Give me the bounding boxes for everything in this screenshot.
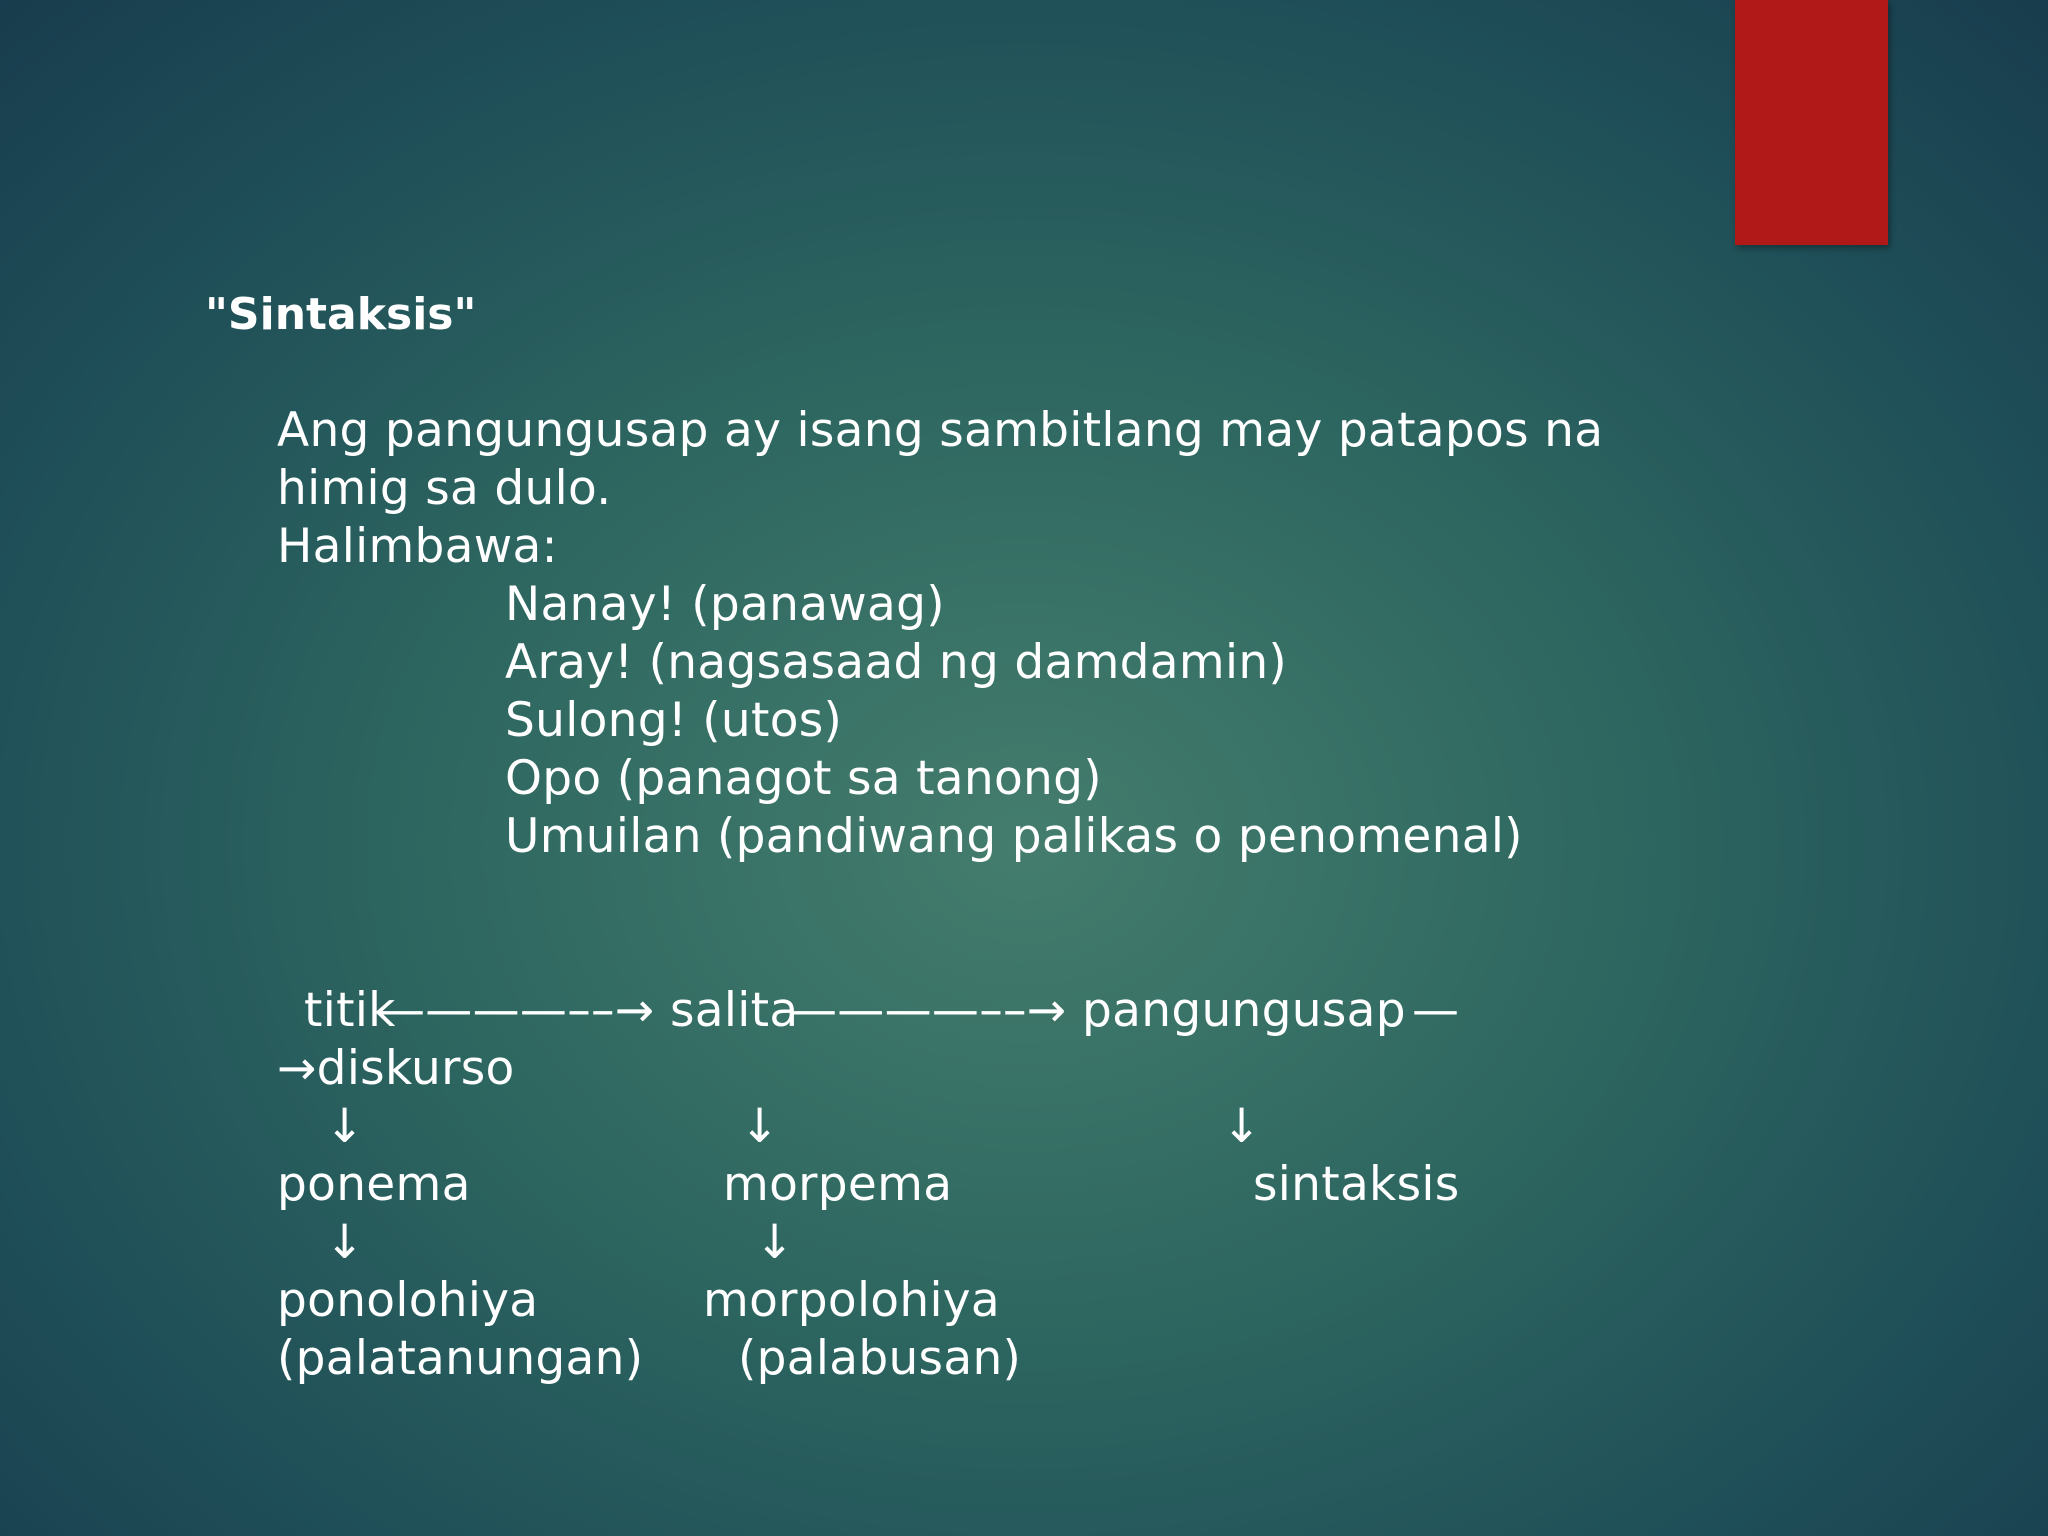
flow-pangungusap: pangungusap (1082, 983, 1406, 1038)
flow-dash: — (1412, 983, 1460, 1038)
flow-ponolohiya: ponolohiya (277, 1273, 539, 1328)
flow-ponema: ponema (277, 1157, 471, 1212)
flow-arrow-1: ————––→ (378, 983, 655, 1038)
flow-palatanungan: (palatanungan) (277, 1331, 644, 1386)
slide-title: "Sintaksis" (205, 289, 477, 340)
example-item: Aray! (nagsasaad ng damdamin) (505, 635, 1288, 690)
down-arrow-icon: ↓ (740, 1099, 780, 1154)
flow-morpema: morpema (723, 1157, 953, 1212)
flow-salita: salita (670, 983, 799, 1038)
flow-titik: titik (304, 983, 396, 1038)
down-arrow-icon: ↓ (1222, 1099, 1262, 1154)
definition-line-1: Ang pangungusap ay isang sambitlang may patapos na (277, 403, 1604, 458)
definition-line-2: himig sa dulo. (277, 461, 612, 516)
flow-morpolohiya: morpolohiya (703, 1273, 1001, 1328)
accent-bar (1735, 0, 1888, 245)
down-arrow-icon: ↓ (755, 1215, 795, 1270)
example-item: Sulong! (utos) (505, 693, 843, 748)
down-arrow-icon: ↓ (325, 1099, 365, 1154)
examples-label: Halimbawa: (277, 519, 558, 574)
flow-sintaksis: sintaksis (1253, 1157, 1460, 1212)
example-item: Nanay! (panawag) (505, 577, 945, 632)
flow-diskurso: →diskurso (277, 1041, 515, 1096)
example-item: Umuilan (pandiwang palikas o penomenal) (505, 809, 1523, 864)
example-item: Opo (panagot sa tanong) (505, 751, 1102, 806)
down-arrow-icon: ↓ (325, 1215, 365, 1270)
flow-arrow-2: ————––→ (790, 983, 1067, 1038)
flow-palabusan: (palabusan) (738, 1331, 1022, 1386)
